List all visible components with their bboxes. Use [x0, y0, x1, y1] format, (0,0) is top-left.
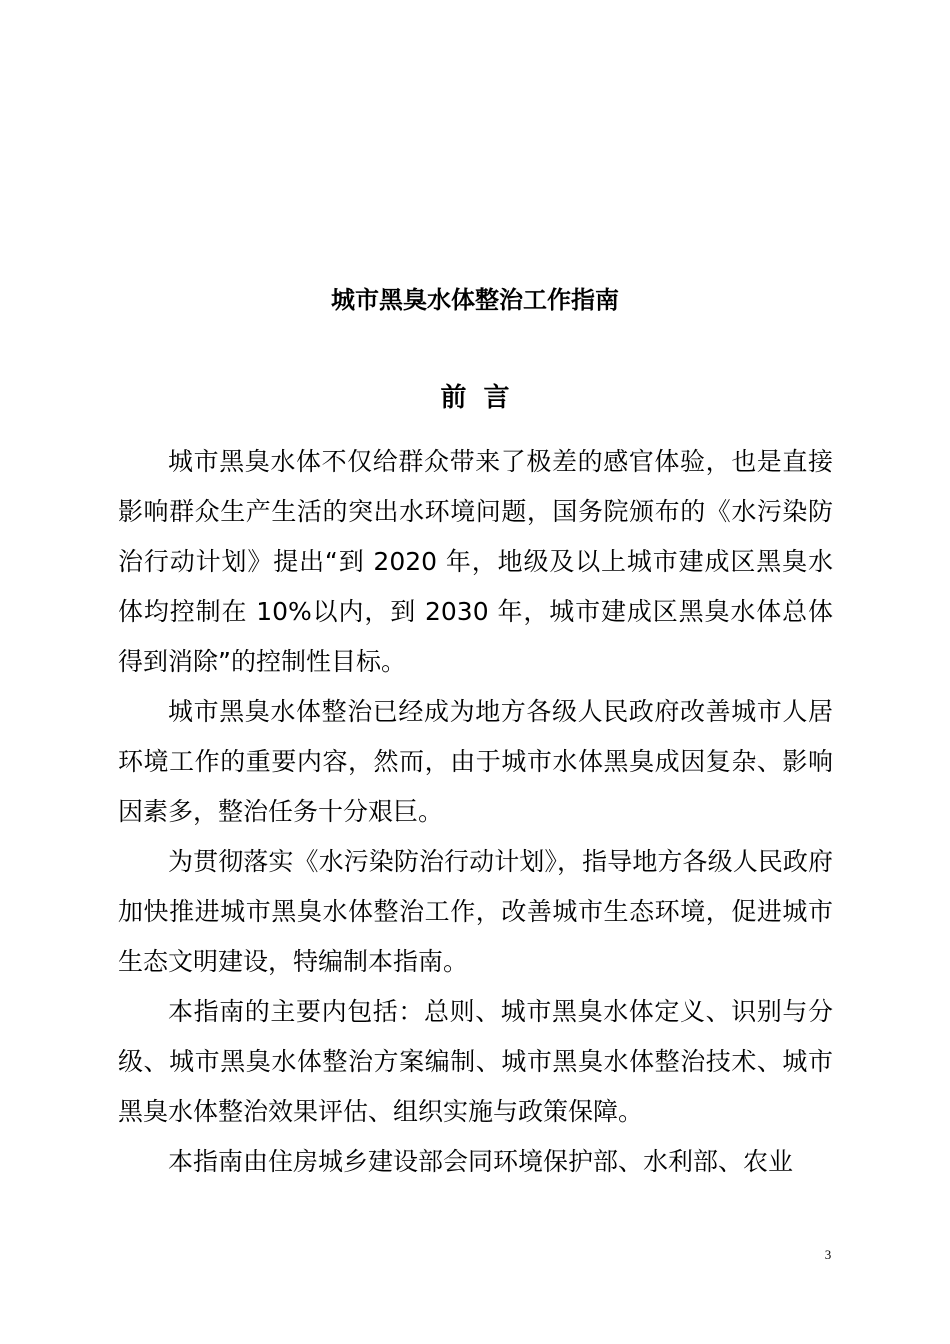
paragraph-2: 城市黑臭水体整治已经成为地方各级人民政府改善城市人居环境工作的重要内容，然而，由于城市水体黑臭成因复杂、影响因素多，整治任务十分艰巨。: [118, 697, 833, 826]
document-title: 城市黑臭水体整治工作指南: [331, 286, 619, 314]
paragraph-1: 城市黑臭水体不仅给群众带来了极差的感官体验，也是直接影响群众生产生活的突出水环境问题，国务院颁布的《水污染防治行动计划》提出“到 2020 年，地级及以上城市建成区黑臭水体均控制在 10%以内，到 2030 年，城市建成区黑臭水体总体得到消除”的控制性目标。: [118, 447, 833, 676]
body-text: [118, 437, 833, 1187]
paragraph-3: 为贯彻落实《水污染防治行动计划》，指导地方各级人民政府加快推进城市黑臭水体整治工作，改善城市生态环境，促进城市生态文明建设，特编制本指南。: [118, 847, 833, 976]
section-heading-preface: 前 言: [440, 383, 510, 413]
paragraph-5: 本指南由住房城乡建设部会同环境保护部、水利部、农业: [168, 1147, 794, 1176]
paragraph-4: 本指南的主要内包括：总则、城市黑臭水体定义、识别与分级、城市黑臭水体整治方案编制、城市黑臭水体整治技术、城市黑臭水体整治效果评估、组织实施与政策保障。: [118, 997, 833, 1126]
page-number: 3: [824, 1247, 832, 1262]
